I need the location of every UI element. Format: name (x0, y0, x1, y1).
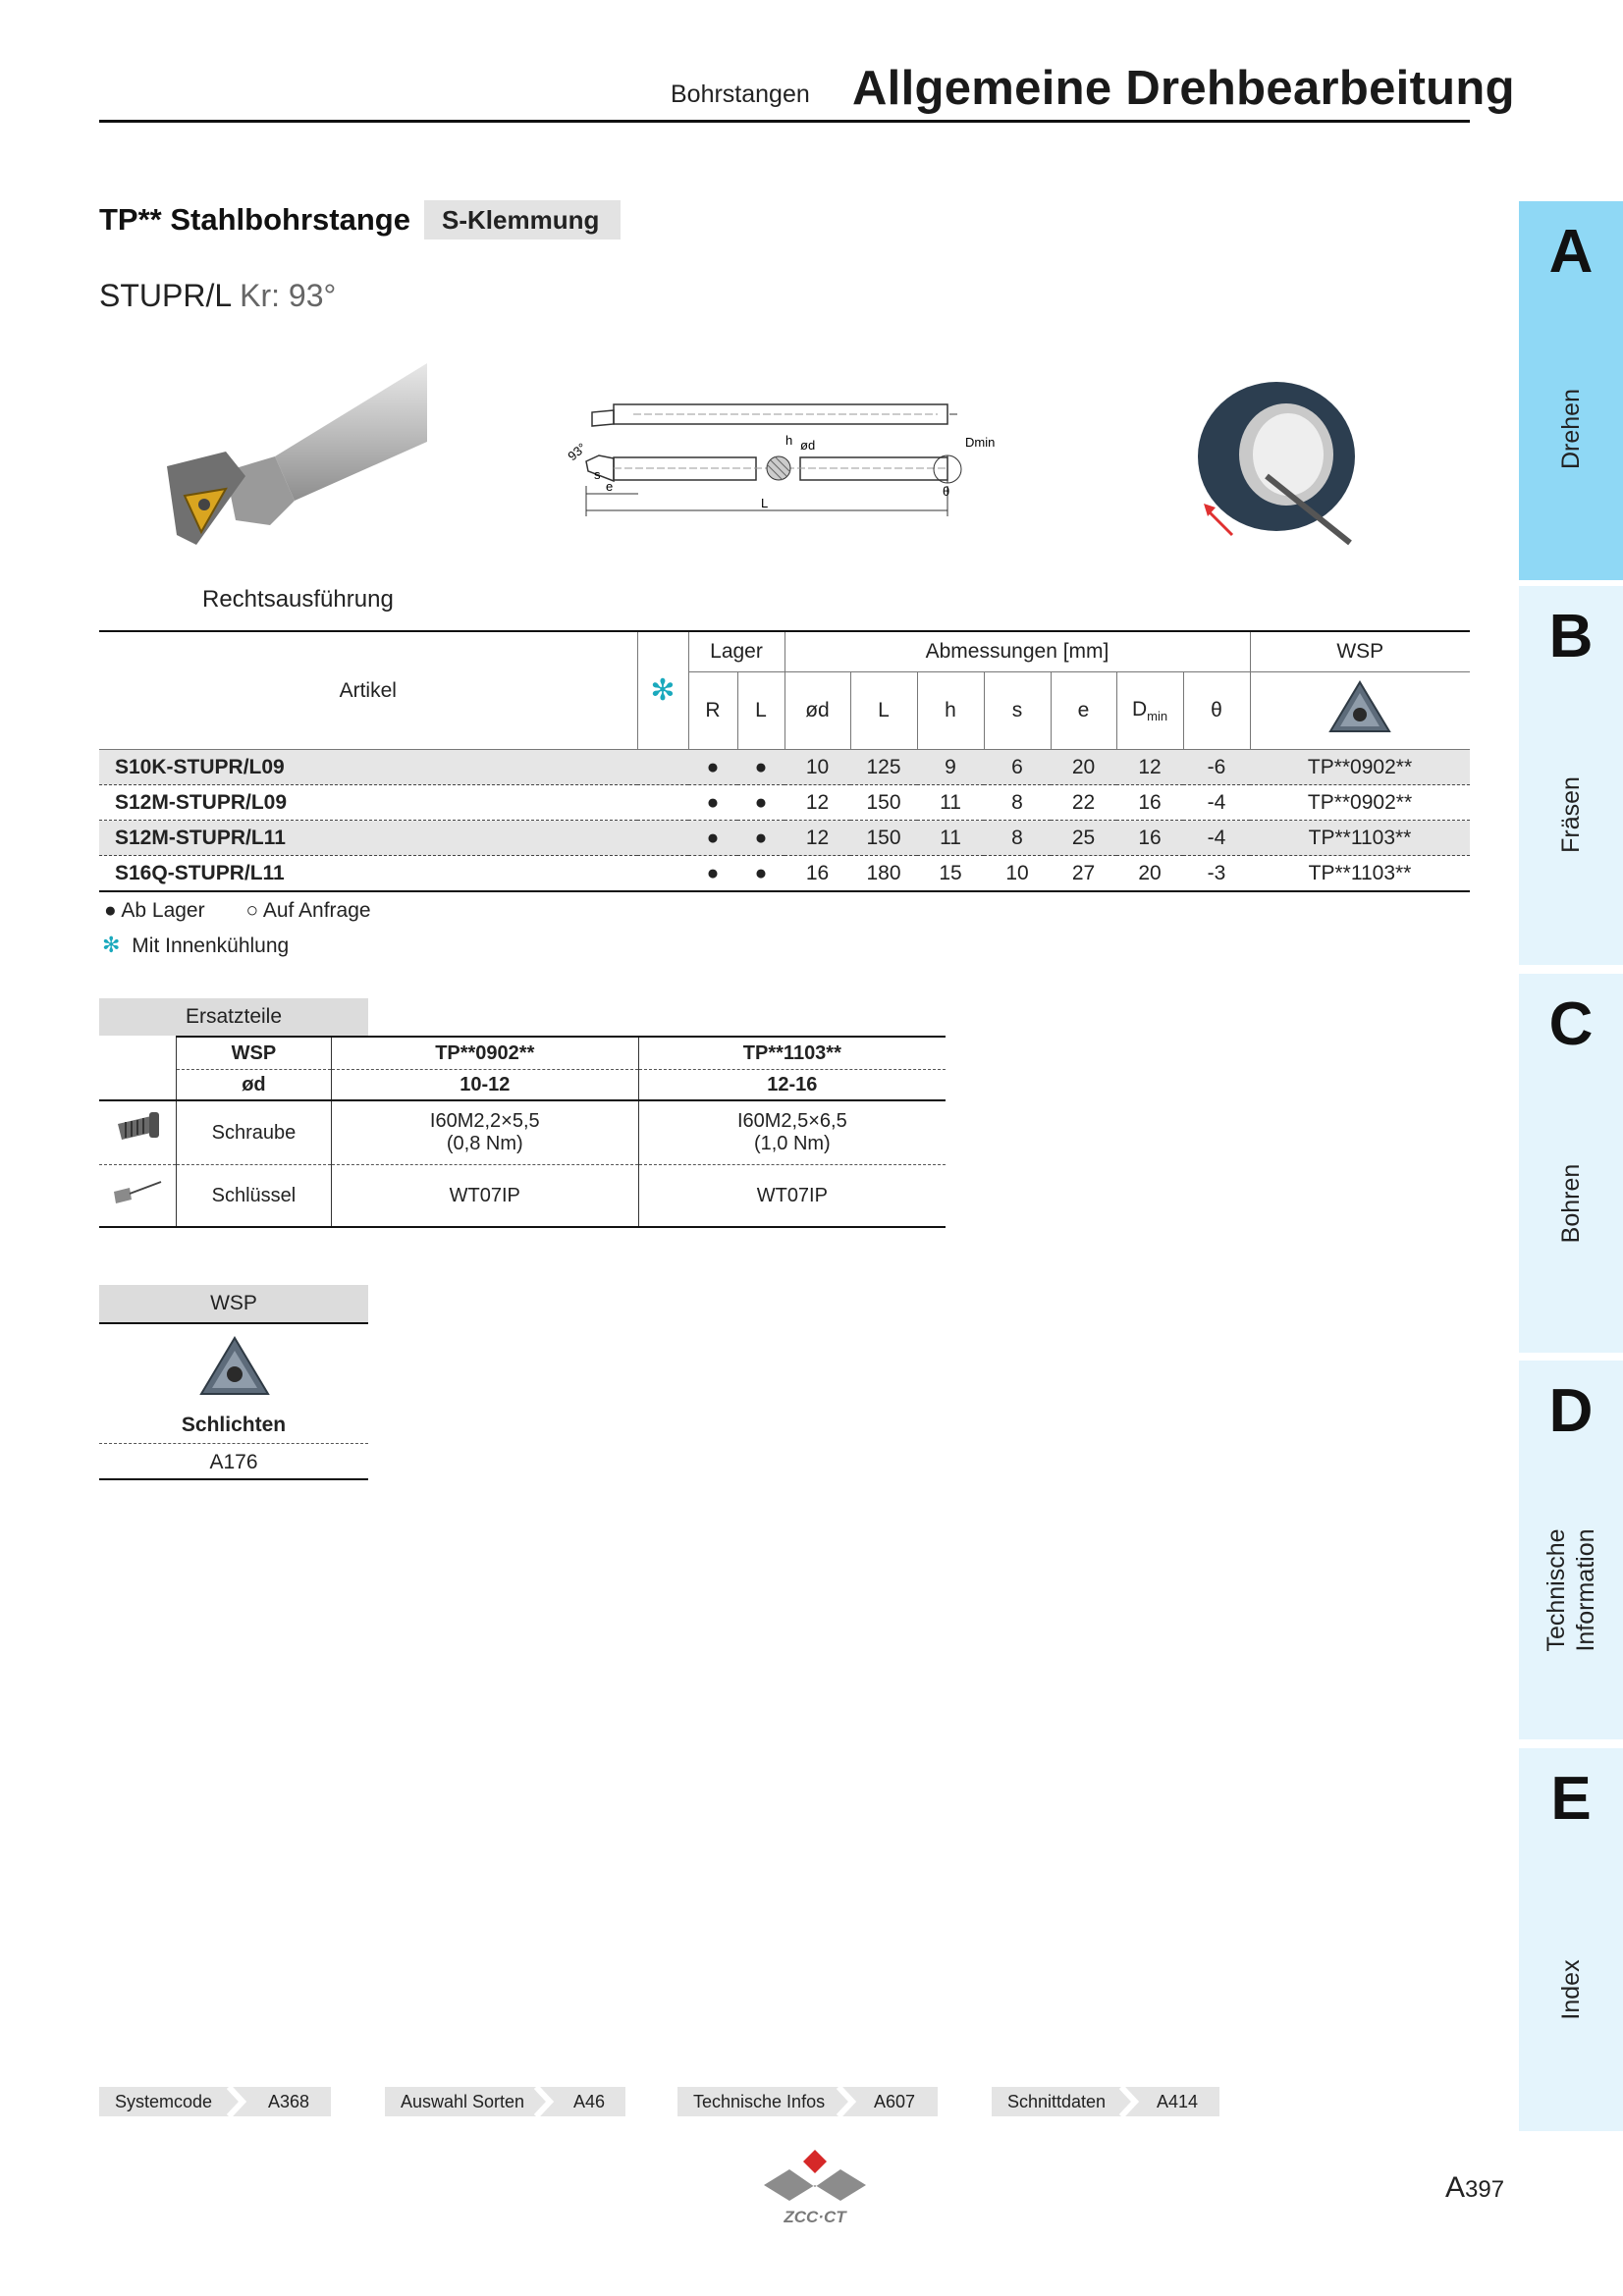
angle-label: 93° (565, 440, 589, 464)
dmin-label: Dmin (965, 435, 996, 450)
insert-type: Schlichten (99, 1414, 368, 1444)
r-header: R (688, 672, 737, 750)
article-table (99, 630, 1470, 892)
e-label: e (606, 479, 614, 494)
key-row: Schlüssel WT07IP WT07IP (99, 1165, 946, 1228)
approach-angle: Kr: 93° (240, 278, 337, 313)
bore-illustration (1188, 378, 1360, 550)
s-header: s (984, 672, 1051, 750)
length-header: L (850, 672, 917, 750)
table-row: S10K-STUPR/L09 ● ● 10 125 9 6 20 12 -6 TP**0902** (99, 750, 1470, 785)
h-label: h (785, 433, 793, 448)
tab-a-drehen[interactable]: A Drehen (1519, 201, 1623, 580)
cooling-legend: ✻ Mit Innenkühlung (102, 933, 290, 957)
coolant-header (637, 631, 688, 750)
version-caption: Rechtsausführung (202, 586, 394, 613)
artikel-header: Artikel (99, 631, 637, 750)
lager-header: Lager (688, 631, 784, 672)
page-number: A397 (1445, 2171, 1505, 2204)
model-line (99, 278, 336, 314)
h-header: h (917, 672, 984, 750)
ref-systemcode[interactable]: Systemcode A368 (99, 2087, 331, 2116)
wsp-header: WSP (1250, 631, 1470, 672)
dimensions-header: Abmessungen [mm] (784, 631, 1250, 672)
length-label: L (761, 496, 769, 510)
tab-c-bohren[interactable]: C Bohren (1519, 974, 1623, 1353)
spare-parts-table: WSP TP**0902** TP**1103** ød 10-12 12-16 Schraube I60M2,2×5,5 (0,8 Nm) I60M2,5×6,5 (1,0 Nm) Schlüssel WT07IP WT07IP (99, 1036, 946, 1228)
tab-e-index[interactable]: E Index (1519, 1748, 1623, 2131)
model-code: STUPR/L (99, 278, 233, 313)
wsp-tab: WSP (99, 1285, 368, 1324)
od-label: ød (800, 438, 816, 453)
table-row: S16Q-STUPR/L11 ● ● 16 180 15 10 27 20 -3 TP**1103** (99, 856, 1470, 892)
tab-d-technische-information[interactable]: D Technische Information (1519, 1361, 1623, 1739)
logo-text: ZCC·CT (784, 2208, 846, 2226)
product-title: TP** Stahlbohrstange (99, 202, 410, 237)
coolant-icon: ✻ (650, 674, 676, 707)
screw-icon (112, 1110, 163, 1149)
theta-label: θ (943, 484, 950, 499)
table-row: S12M-STUPR/L11 ● ● 12 150 11 8 25 16 -4 TP**1103** (99, 821, 1470, 856)
ref-auswahl-sorten[interactable]: Auswahl Sorten A46 (385, 2087, 625, 2116)
ref-technische-infos[interactable]: Technische Infos A607 (677, 2087, 938, 2116)
key-icon (110, 1176, 165, 1209)
tab-b-fraesen[interactable]: B Fräsen (1519, 586, 1623, 965)
spare-parts-tab: Ersatzteile (99, 998, 368, 1036)
insert-icon (1327, 679, 1392, 736)
boring-bar-image (157, 353, 442, 550)
theta-header: θ (1183, 672, 1250, 750)
header-divider (99, 120, 1470, 123)
dmin-header: $D_{min}$ (1116, 672, 1183, 750)
s-label: s (594, 467, 601, 482)
company-logo (756, 2148, 874, 2226)
stock-legend: ● Ab Lager ○ Auf Anfrage (104, 899, 371, 922)
dimension-drawing (565, 393, 1006, 525)
e-header: e (1051, 672, 1116, 750)
screw-row: Schraube I60M2,2×5,5 (0,8 Nm) I60M2,5×6,5 (1,0 Nm) (99, 1100, 946, 1165)
page-title: Allgemeine Drehbearbeitung (852, 62, 1515, 115)
od-header: ød (784, 672, 850, 750)
coolant-legend-icon: ✻ (102, 933, 121, 957)
insert-page-link[interactable]: A176 (99, 1451, 368, 1480)
l-header: L (737, 672, 784, 750)
table-row: S12M-STUPR/L09 ● ● 12 150 11 8 22 16 -4 TP**0902** (99, 785, 1470, 821)
insert-icon-cell (1250, 672, 1470, 750)
ref-schnittdaten[interactable]: Schnittdaten A414 (992, 2087, 1219, 2116)
insert-icon (198, 1335, 271, 1398)
clamping-badge: S-Klemmung (424, 200, 621, 240)
section-label: Bohrstangen (671, 80, 810, 108)
